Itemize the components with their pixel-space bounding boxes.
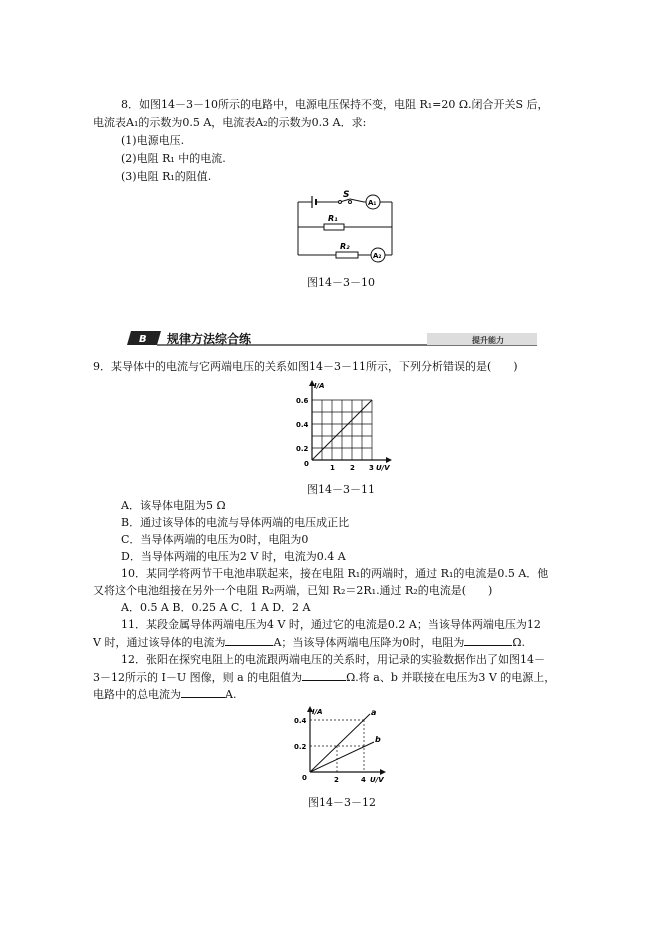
q11-line2-part3: Ω. (512, 636, 526, 649)
resistor-r1-label: R₁ (328, 214, 338, 223)
battery-symbol (312, 196, 316, 208)
q8-sub1: (1)电源电压. (121, 134, 185, 147)
x-tick-4: 4 (361, 776, 366, 784)
y-axis-label: I/A (312, 708, 323, 716)
resistor-r2-label: R₂ (340, 242, 350, 251)
q12-blank-resistance[interactable] (302, 670, 346, 681)
switch-label: S (343, 190, 350, 200)
graph-14-3-12 (294, 704, 394, 786)
q12-blank-current[interactable] (181, 687, 225, 698)
ammeter-a2-label: A₂ (373, 252, 382, 260)
q12-line3-part1: 电路中的总电流为 (93, 688, 181, 701)
line-a (310, 714, 370, 772)
section-title: 规律方法综合练 (167, 332, 252, 346)
q10-options: A．0.5 A B．0.25 A C．1 A D．2 A (121, 601, 311, 614)
q8-line2: 电流表A₁的示数为0.5 A，电流表A₂的示数为0.3 A．求: (93, 116, 367, 129)
q12-line2-part2: Ω.将 a、b 并联接在电压为3 V 的电源上， (346, 671, 556, 684)
y-tick-02: 0.2 (294, 743, 307, 751)
line-b (310, 742, 374, 772)
section-icon-letter: B (139, 334, 147, 345)
section-right-label: 提升能力 (472, 336, 504, 345)
q11-line1: 11．某段金属导体两端电压为4 V 时，通过它的电流是0.2 A；当该导体两端电压为12 (121, 618, 541, 631)
q12-line2 (93, 670, 555, 685)
ammeter-a1-label: A₁ (368, 199, 377, 207)
q11-blank-resistance[interactable] (464, 635, 512, 646)
circuit-diagram (290, 190, 400, 265)
x-axis-label: U/V (370, 776, 384, 784)
q9-option-a: A．该导体电阻为5 Ω (121, 499, 226, 512)
q10-line2: 又将这个电池组接在另外一个电阻 R₂两端，已知 R₂＝2R₁.通过 R₂的电流是( ) (93, 584, 493, 597)
q12-line3-part2: A. (225, 688, 237, 701)
y-tick-04: 0.4 (294, 717, 307, 725)
q12-line1: 12．张阳在探究电阻上的电流跟两端电压的关系时，用记录的实验数据作出了如图14－ (121, 653, 545, 666)
resistor-r1 (324, 224, 344, 230)
figure-caption-14-3-10: 图14－3－10 (307, 276, 375, 289)
y-tick-02: 0.2 (296, 445, 309, 453)
q9-option-b: B．通过该导体的电流与导体两端的电压成正比 (121, 516, 350, 529)
x-tick-3: 3 (369, 464, 374, 472)
q11-line2-part1: V 时，通过该导体的电流为 (93, 636, 226, 649)
q10-line1: 10．某同学将两节干电池串联起来，接在电阻 R₁的两端时，通过 R₁的电流是0.5 A．他 (121, 567, 549, 580)
q9-option-d: D．当导体两端的电压为2 V 时，电流为0.4 A (121, 550, 346, 563)
q8-sub3: (3)电阻 R₁的阻值. (121, 170, 212, 183)
line-b-label: b (375, 735, 381, 744)
q12-line3 (93, 687, 236, 702)
q9-option-c: C．当导体两端的电压为0时，电阻为0 (121, 533, 309, 546)
y-tick-06: 0.6 (296, 397, 309, 405)
resistor-r2 (336, 252, 358, 258)
line-a-label: a (371, 708, 377, 717)
x-axis-label: U/V (376, 464, 390, 472)
origin-label: 0 (304, 460, 309, 468)
q9-line1: 9．某导体中的电流与它两端电压的关系如图14－3－11所示，下列分析错误的是( ) (93, 360, 518, 373)
x-tick-2: 2 (350, 464, 355, 472)
y-axis-label: I/A (314, 382, 325, 390)
x-tick-2: 2 (334, 776, 339, 784)
graph-14-3-11 (296, 378, 396, 474)
figure-caption-14-3-11: 图14－3－11 (307, 483, 375, 496)
figure-caption-14-3-12: 图14－3－12 (308, 796, 376, 809)
q11-blank-current[interactable] (225, 635, 273, 646)
q8-line1: 8．如图14－3－10所示的电路中，电源电压保持不变，电阻 R₁=20 Ω.闭合开关S 后， (121, 98, 549, 111)
y-tick-04: 0.4 (296, 421, 309, 429)
q12-line2-part1: 3－12所示的 I－U 图像，则 a 的电阻值为 (93, 671, 303, 684)
q11-line2-part2: A；当该导体两端电压降为0时，电阻为 (273, 636, 465, 649)
section-header-bar (127, 331, 547, 347)
origin-label: 0 (302, 774, 307, 782)
q8-sub2: (2)电阻 R₁ 中的电流. (121, 152, 226, 165)
x-tick-1: 1 (330, 464, 335, 472)
q11-line2 (93, 635, 525, 650)
